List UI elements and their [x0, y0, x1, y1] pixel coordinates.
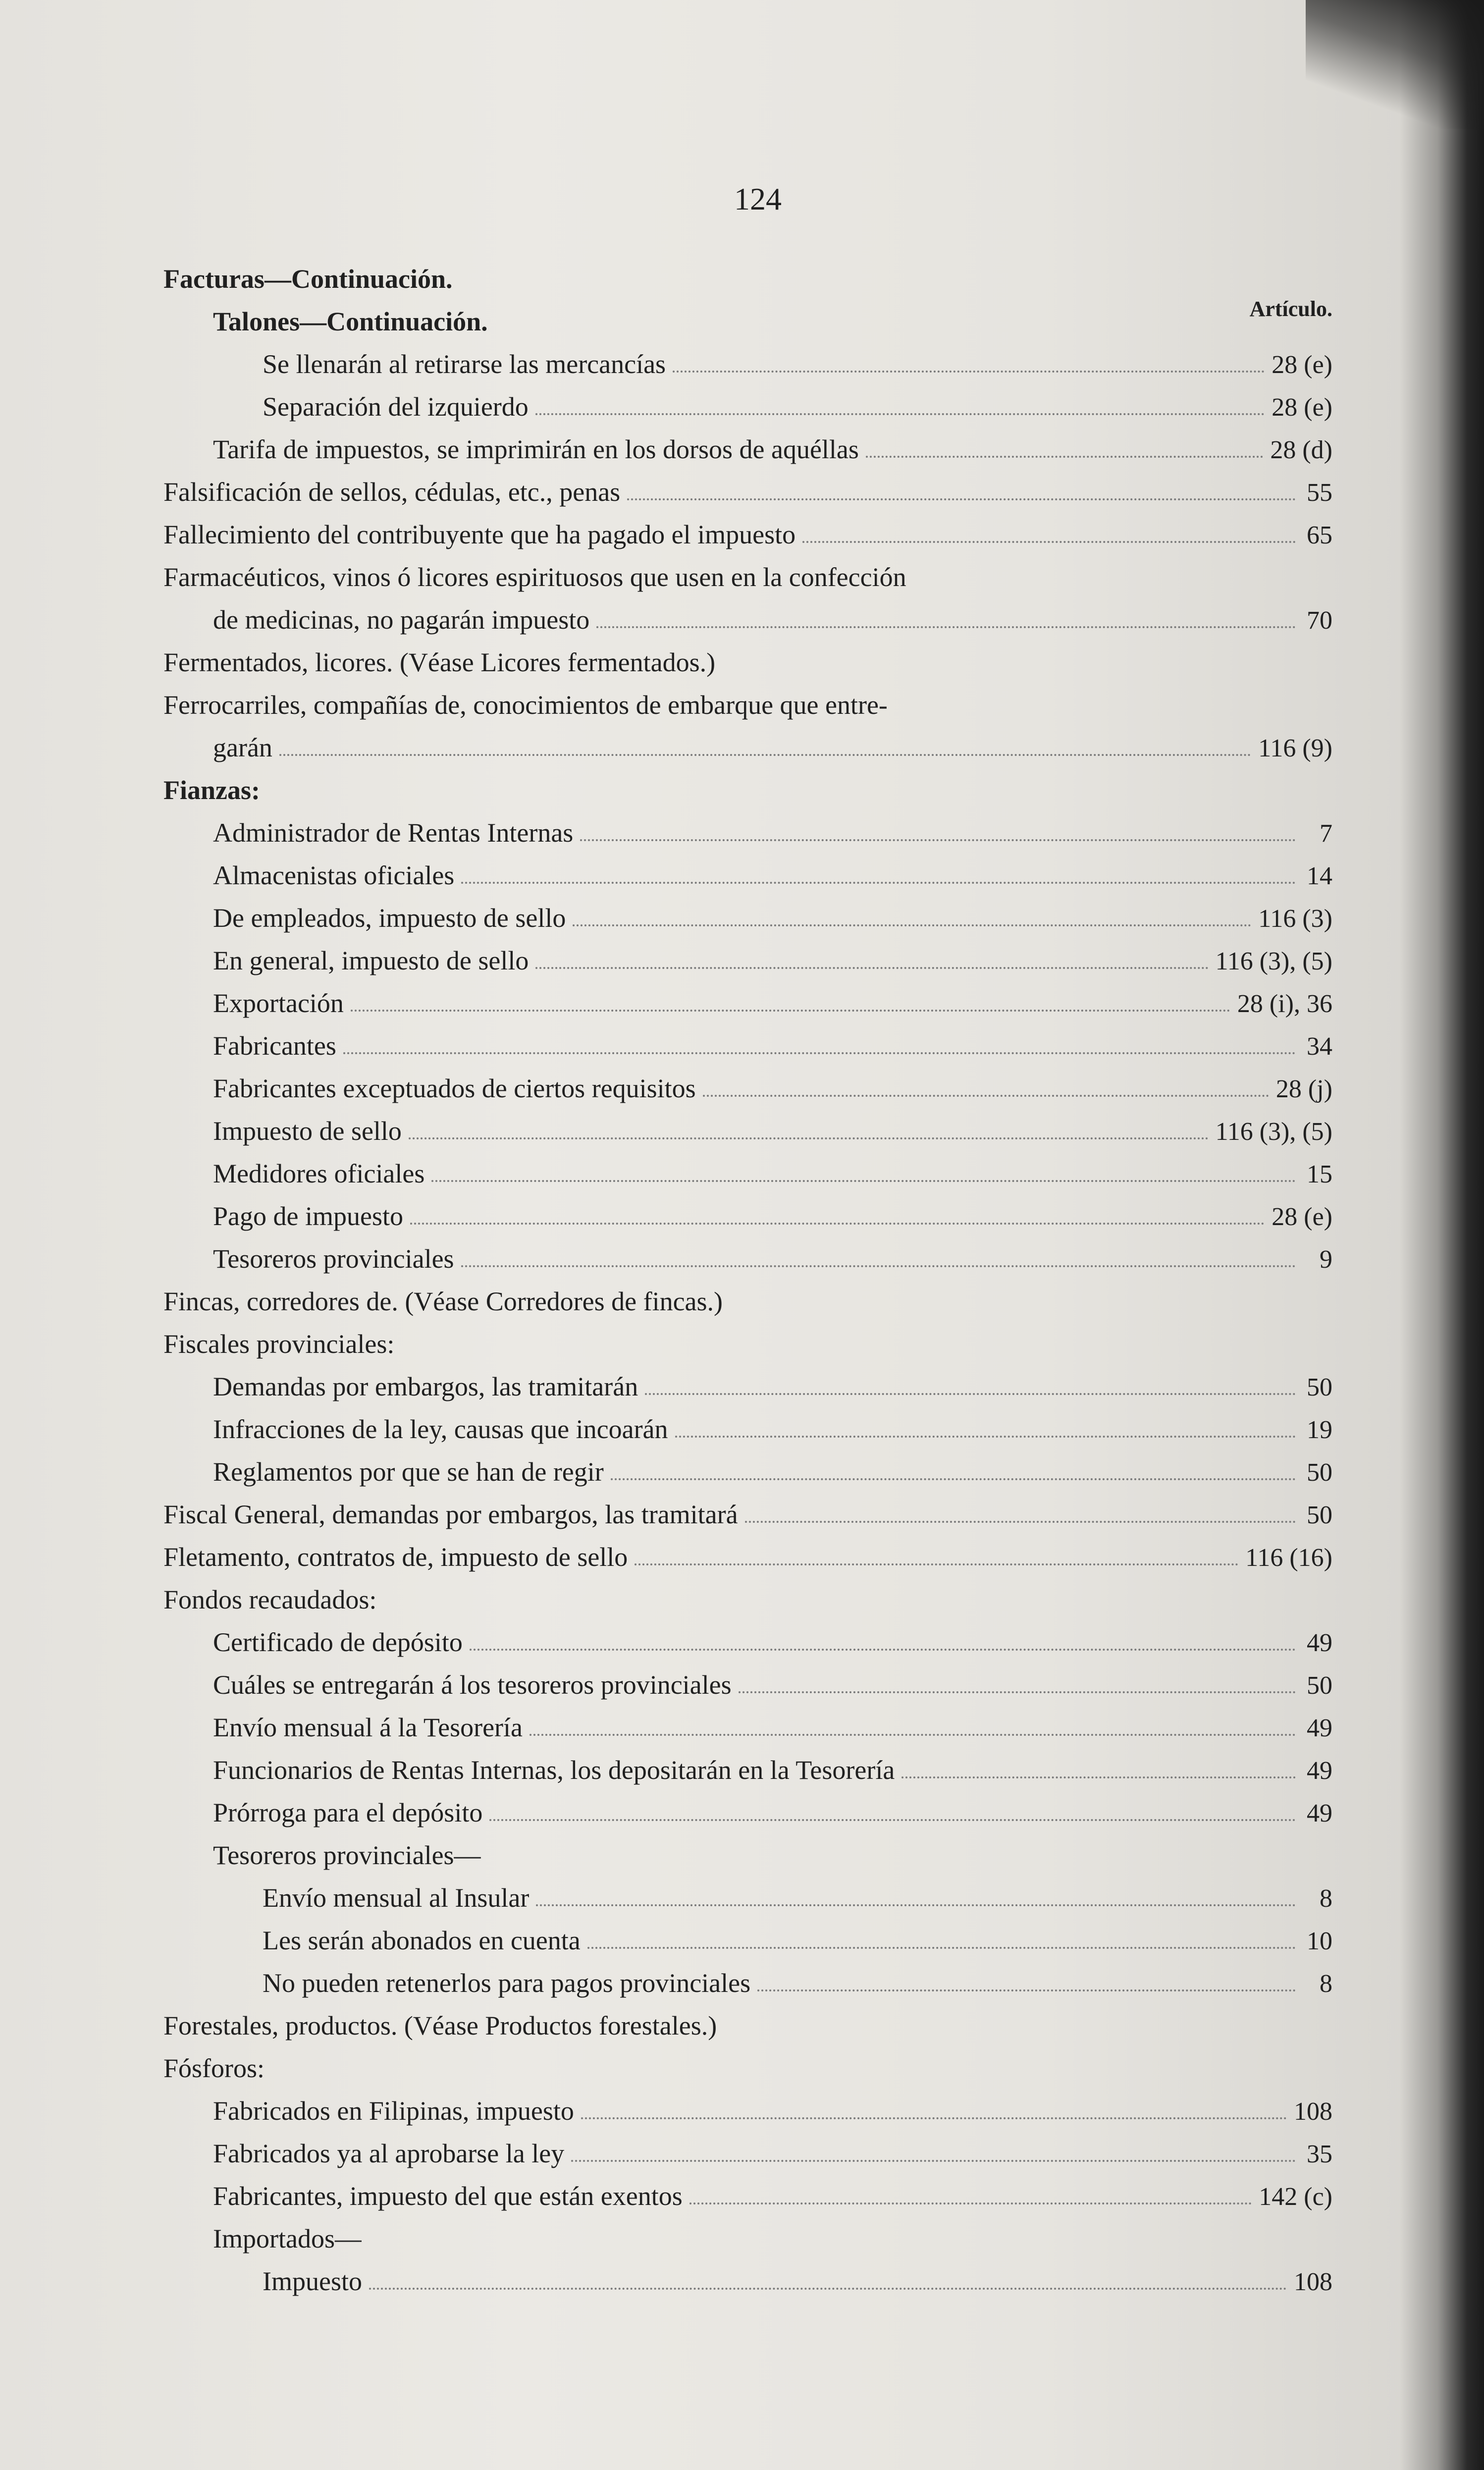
- entry-text: Fondos recaudados:: [163, 1585, 377, 1614]
- entry-text: Envío mensual á la Tesorería: [213, 1713, 523, 1742]
- index-entry: [163, 1365, 1332, 1408]
- dot-leader: [645, 1393, 1296, 1395]
- dot-leader: [571, 2159, 1296, 2162]
- dot-leader: [689, 2202, 1252, 2204]
- dot-leader: [580, 839, 1296, 841]
- entry-text: Tesoreros provinciales: [213, 1244, 454, 1274]
- article-reference: 10: [1307, 1927, 1332, 1955]
- entry-text: Medidores oficiales: [213, 1159, 425, 1188]
- article-reference: 15: [1307, 1160, 1332, 1188]
- dot-leader: [673, 370, 1265, 373]
- index-entry: [163, 1706, 1332, 1749]
- dot-leader: [596, 626, 1296, 628]
- entry-text: garán: [213, 733, 272, 762]
- article-reference: 34: [1307, 1032, 1332, 1061]
- book-spine-shadow: [1400, 0, 1484, 2470]
- entry-text: Fiscal General, demandas por embargos, las tramitará: [163, 1500, 738, 1529]
- article-reference: 116 (3), (5): [1215, 1118, 1332, 1146]
- dot-leader: [901, 1776, 1296, 1778]
- entry-text: Administrador de Rentas Internas: [213, 818, 574, 848]
- index-entry: [163, 1067, 1332, 1110]
- index-entry: [163, 513, 1332, 556]
- index-entry: [163, 2217, 1332, 2260]
- entry-text: Fermentados, licores. (Véase Licores fermentados.): [163, 647, 716, 677]
- index-entry: [163, 1493, 1332, 1536]
- dot-leader: [611, 1478, 1296, 1480]
- entry-text: No pueden retenerlos para pagos provinciales: [263, 1968, 751, 1998]
- index-entry: [163, 471, 1332, 513]
- entry-text: Fletamento, contratos de, impuesto de sello: [163, 1542, 628, 1572]
- index-entry: [163, 343, 1332, 385]
- entry-text: Reglamentos por que se han de regir: [213, 1457, 604, 1487]
- dot-leader: [461, 881, 1296, 884]
- article-reference: 50: [1307, 1458, 1332, 1487]
- dot-leader: [536, 1904, 1296, 1906]
- article-reference: 28 (e): [1272, 351, 1332, 379]
- entry-text: Impuesto: [263, 2266, 362, 2296]
- index-entry: [163, 1877, 1332, 1919]
- entry-text: de medicinas, no pagarán impuesto: [213, 605, 590, 635]
- entry-text: Fianzas:: [163, 775, 260, 805]
- entry-text: Certificado de depósito: [213, 1627, 463, 1657]
- entry-text: Prórroga para el depósito: [213, 1798, 483, 1827]
- dot-leader: [739, 1691, 1296, 1693]
- entry-text: Almacenistas oficiales: [213, 860, 455, 890]
- dot-leader: [461, 1265, 1296, 1267]
- index-entry: [163, 1791, 1332, 1834]
- index-entry: [163, 1110, 1332, 1152]
- dot-leader: [703, 1094, 1269, 1097]
- index-entry: [163, 769, 1332, 811]
- index-entry: [163, 258, 1332, 300]
- article-reference: 8: [1320, 1884, 1332, 1913]
- article-reference: 142 (c): [1259, 2183, 1332, 2211]
- entry-text: Fabricantes, impuesto del que están exentos: [213, 2181, 683, 2211]
- dot-leader: [581, 2117, 1287, 2119]
- article-reference: 65: [1307, 521, 1332, 549]
- dot-leader: [470, 1648, 1296, 1651]
- entry-text: Cuáles se entregarán á los tesoreros provinciales: [213, 1670, 732, 1700]
- index-entry: [163, 1237, 1332, 1280]
- article-reference: 7: [1320, 819, 1332, 848]
- dot-leader: [343, 1052, 1296, 1054]
- column-header: Artículo.: [1249, 297, 1332, 321]
- index-entry: [163, 1834, 1332, 1877]
- index-entry: [163, 1919, 1332, 1962]
- dot-leader: [587, 1946, 1296, 1949]
- index-entry: [163, 939, 1332, 982]
- index-entry: [163, 1152, 1332, 1195]
- article-reference: 70: [1307, 606, 1332, 635]
- entry-text: Les serán abonados en cuenta: [263, 1926, 581, 1955]
- dot-leader: [489, 1819, 1296, 1821]
- article-reference: 49: [1307, 1799, 1332, 1827]
- article-reference: 49: [1307, 1629, 1332, 1657]
- dot-leader: [627, 498, 1296, 500]
- article-reference: 50: [1307, 1373, 1332, 1401]
- entry-text: Fósforos:: [163, 2053, 265, 2083]
- article-reference: 50: [1307, 1671, 1332, 1700]
- index-entry: [163, 1578, 1332, 1621]
- entry-text: Talones—Continuación.: [213, 307, 488, 336]
- dot-leader: [369, 2287, 1287, 2290]
- dot-leader: [573, 924, 1251, 926]
- index-entry: [163, 641, 1332, 684]
- entry-text: Fincas, corredores de. (Véase Corredores de fincas.): [163, 1287, 723, 1316]
- entry-text: Demandas por embargos, las tramitarán: [213, 1372, 638, 1401]
- entry-text: Exportación: [213, 988, 344, 1018]
- entry-text: Fabricados en Filipinas, impuesto: [213, 2096, 574, 2126]
- entry-text: Impuesto de sello: [213, 1116, 402, 1146]
- dot-leader: [535, 967, 1208, 969]
- index-entry: [163, 1450, 1332, 1493]
- entry-text: Tarifa de impuestos, se imprimirán en los dorsos de aquéllas: [213, 434, 859, 464]
- article-reference: 8: [1320, 1970, 1332, 1998]
- index-entry: [163, 726, 1332, 769]
- dot-leader: [675, 1435, 1296, 1438]
- entry-text: Funcionarios de Rentas Internas, los depositarán en la Tesorería: [213, 1755, 895, 1785]
- index-entry: [163, 1749, 1332, 1791]
- entry-text: Envío mensual al Insular: [263, 1883, 530, 1913]
- entry-text: Fiscales provinciales:: [163, 1329, 395, 1359]
- index-entry: [163, 2090, 1332, 2132]
- index-entry: [163, 1280, 1332, 1323]
- entry-text: Ferrocarriles, compañías de, conocimientos de embarque que entre-: [163, 690, 888, 720]
- entry-text: Pago de impuesto: [213, 1201, 403, 1231]
- article-reference: 28 (d): [1270, 436, 1332, 464]
- index-entry: [163, 1664, 1332, 1706]
- entry-text: Facturas—Continuación.: [163, 264, 453, 294]
- entry-text: Fabricantes: [213, 1031, 336, 1061]
- article-reference: 116 (16): [1245, 1544, 1332, 1572]
- article-reference: 116 (3), (5): [1215, 947, 1332, 975]
- entry-text: Se llenarán al retirarse las mercancías: [263, 349, 666, 379]
- index-entry: [163, 428, 1332, 471]
- article-reference: 9: [1320, 1245, 1332, 1274]
- dot-leader: [802, 540, 1296, 543]
- entry-text: Fallecimiento del contribuyente que ha pagado el impuesto: [163, 520, 796, 549]
- dot-leader: [745, 1520, 1296, 1523]
- index-entry: [163, 684, 1332, 726]
- article-reference: 55: [1307, 479, 1332, 507]
- page-number: 124: [734, 181, 782, 216]
- article-reference: 50: [1307, 1501, 1332, 1529]
- entry-text: Separación del izquierdo: [263, 392, 529, 422]
- index-entry: [163, 854, 1332, 897]
- index-entry: [163, 1621, 1332, 1664]
- dot-leader: [409, 1137, 1209, 1139]
- dot-leader: [410, 1222, 1265, 1225]
- index-entry: [163, 556, 1332, 598]
- dot-leader: [431, 1180, 1296, 1182]
- dot-leader: [279, 753, 1251, 756]
- dot-leader: [757, 1989, 1296, 1991]
- dot-leader: [535, 413, 1265, 415]
- article-reference: 19: [1307, 1416, 1332, 1444]
- article-reference: 28 (e): [1272, 393, 1332, 422]
- index-entry: [163, 982, 1332, 1024]
- page-corner-shadow: [1306, 0, 1484, 129]
- entry-text: De empleados, impuesto de sello: [213, 903, 566, 933]
- index-entry: [163, 1408, 1332, 1450]
- article-reference: 28 (j): [1275, 1075, 1332, 1103]
- index-entry: [163, 385, 1332, 428]
- dot-leader: [866, 455, 1263, 458]
- article-reference: 116 (3): [1258, 905, 1332, 933]
- dot-leader: [530, 1733, 1296, 1736]
- article-reference: 28 (e): [1272, 1203, 1332, 1231]
- index-entry: [163, 2175, 1332, 2217]
- index-entry: [163, 1536, 1332, 1578]
- index-entry: [163, 1195, 1332, 1237]
- article-reference: 14: [1307, 862, 1332, 890]
- entry-text: Fabricados ya al aprobarse la ley: [213, 2139, 565, 2168]
- article-reference: 35: [1307, 2140, 1332, 2168]
- index-entry: [163, 1024, 1332, 1067]
- index-entry: [163, 300, 1332, 343]
- entry-text: Farmacéuticos, vinos ó licores espirituosos que usen en la confección: [163, 562, 906, 592]
- index-entry: [163, 1962, 1332, 2004]
- index-entry: [163, 2260, 1332, 2303]
- entry-text: Infracciones de la ley, causas que incoarán: [213, 1414, 668, 1444]
- article-reference: 49: [1307, 1714, 1332, 1742]
- index-entry: [163, 598, 1332, 641]
- article-reference: 108: [1294, 2268, 1332, 2296]
- entry-text: Falsificación de sellos, cédulas, etc., penas: [163, 477, 621, 507]
- entry-text: Tesoreros provinciales—: [213, 1840, 481, 1870]
- entry-text: Importados—: [213, 2224, 362, 2254]
- index-entry: [163, 811, 1332, 854]
- index-entry: [163, 897, 1332, 939]
- dot-leader: [635, 1563, 1238, 1565]
- entry-text: Fabricantes exceptuados de ciertos requisitos: [213, 1074, 696, 1103]
- index-entries: [163, 258, 1332, 2303]
- entry-text: En general, impuesto de sello: [213, 946, 529, 975]
- article-reference: 108: [1294, 2097, 1332, 2126]
- index-entry: [163, 2047, 1332, 2090]
- article-reference: 116 (9): [1258, 734, 1332, 762]
- entry-text: Forestales, productos. (Véase Productos forestales.): [163, 2011, 717, 2040]
- dot-leader: [351, 1009, 1230, 1012]
- index-entry: [163, 1323, 1332, 1365]
- article-reference: 28 (i), 36: [1237, 990, 1332, 1018]
- article-reference: 49: [1307, 1757, 1332, 1785]
- index-entry: [163, 2004, 1332, 2047]
- index-entry: [163, 2132, 1332, 2175]
